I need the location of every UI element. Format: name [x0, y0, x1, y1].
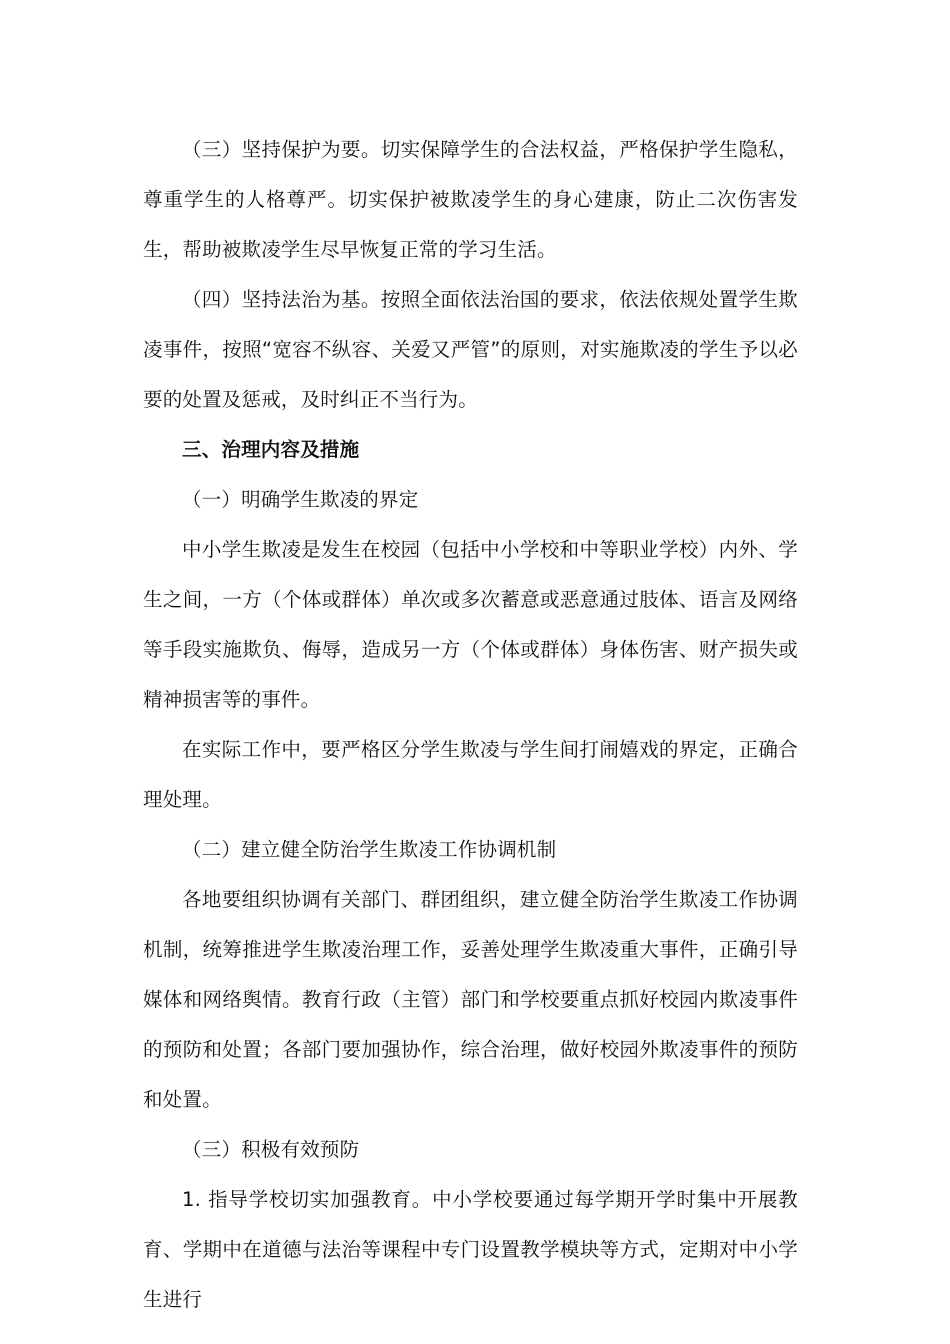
definition-paragraph: 中小学生欺凌是发生在校园（包括中小学校和中等职业学校）内外、学生之间，一方（个体或群体）单次或多次蓄意或恶意通过肢体、语言及网络等手段实施欺负、侮辱，造成另一方（个体或群体）身体伤害、财产损失或精神损害等的事件。 [143, 538, 798, 711]
subheading-coordination: （二）建立健全防治学生欺凌工作协调机制 [182, 838, 557, 861]
coordination-paragraph: 各地要组织协调有关部门、群团组织，建立健全防治学生欺凌工作协调机制，统筹推进学生欺凌治理工作，妥善处理学生欺凌重大事件，正确引导媒体和网络舆情。教育行政（主管）部门和学校要重点抓好校园内欺凌事件的预防和处置；各部门要加强协作，综合治理，做好校园外欺凌事件的预防和处置。 [143, 888, 798, 1111]
subheading-prevention: （三）积极有效预防 [182, 1138, 360, 1161]
prevention-item-one-paragraph: 1. 指导学校切实加强教育。中小学校要通过每学期开学时集中开展教育、学期中在道德与法治等课程中专门设置教学模块等方式，定期对中小学生进行 [143, 1188, 798, 1311]
distinction-paragraph: 在实际工作中，要严格区分学生欺凌与学生间打闹嬉戏的界定，正确合理处理。 [143, 738, 798, 811]
section-heading-measures: 三、治理内容及措施 [182, 438, 360, 461]
principle-three-paragraph: （三）坚持保护为要。切实保障学生的合法权益，严格保护学生隐私，尊重学生的人格尊严。切实保护被欺凌学生的身心建康，防止二次伤害发生，帮助被欺凌学生尽早恢复正常的学习生活。 [143, 138, 798, 261]
subheading-definition: （一）明确学生欺凌的界定 [182, 488, 419, 511]
document-body [143, 125, 798, 1325]
principle-four-paragraph: （四）坚持法治为基。按照全面依法治国的要求，依法依规处置学生欺凌事件，按照“宽容不纵容、关爱又严管”的原则，对实施欺凌的学生予以必要的处置及惩戒，及时纠正不当行为。 [143, 288, 798, 411]
